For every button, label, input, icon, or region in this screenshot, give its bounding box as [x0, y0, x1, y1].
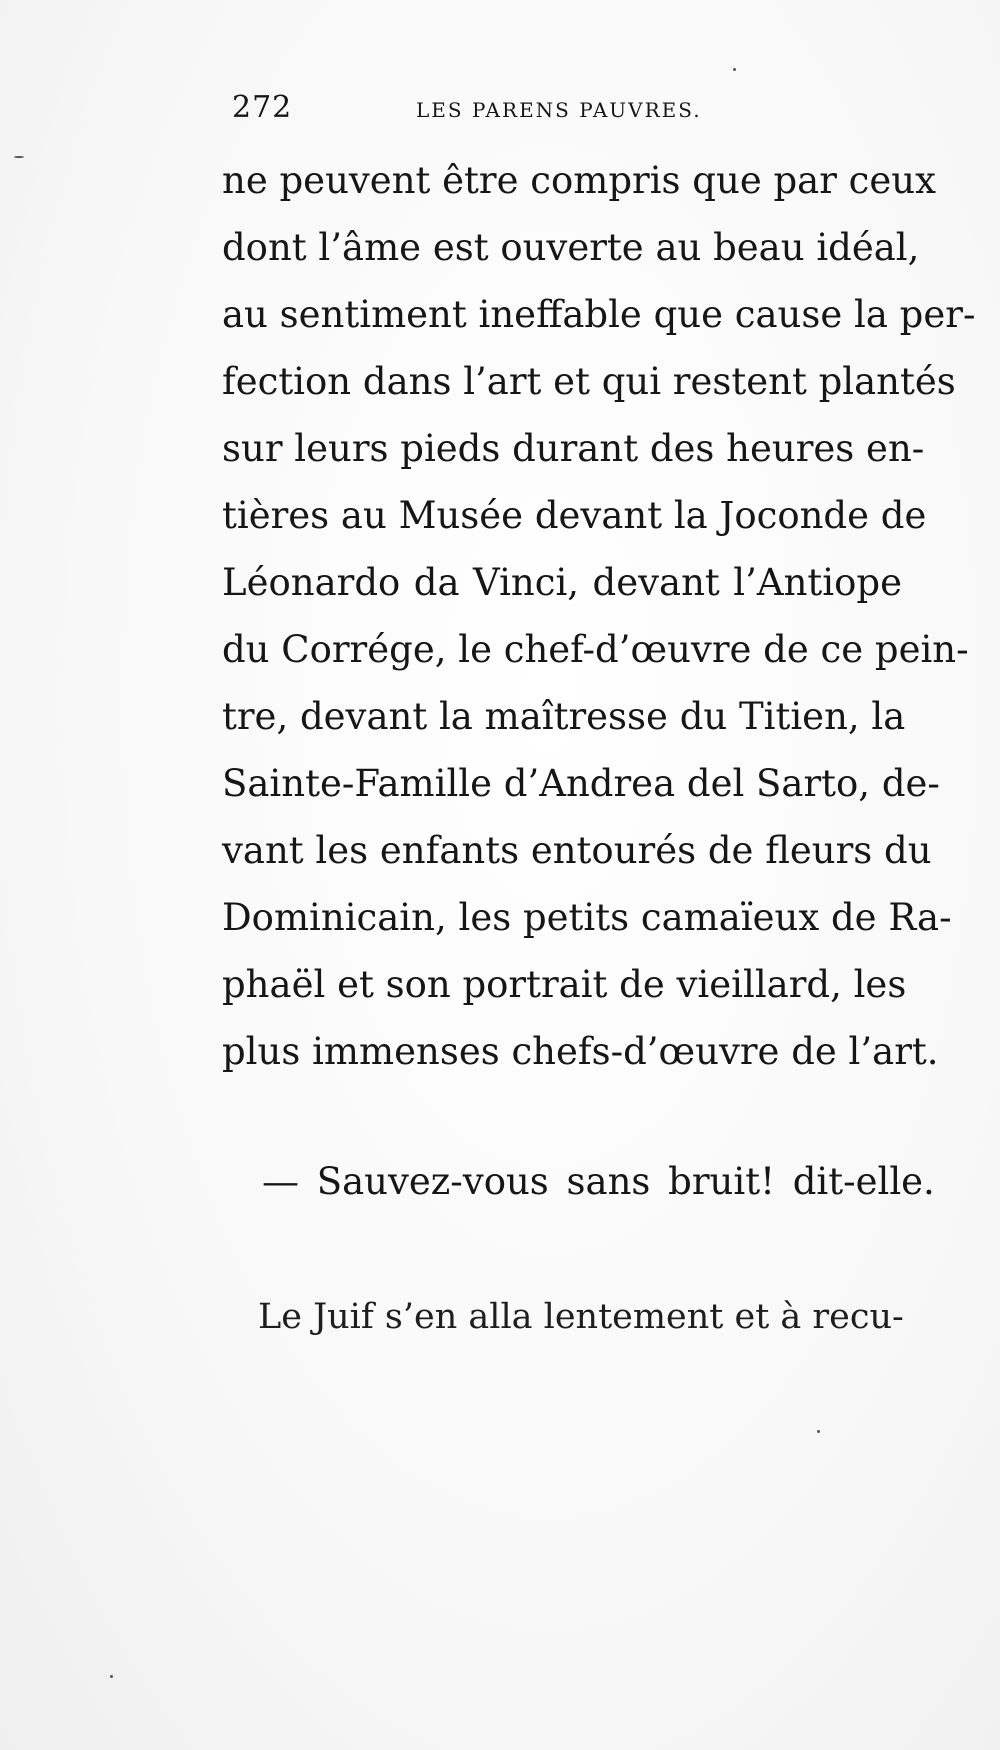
text-line: ne peuvent être compris que par ceux — [222, 159, 936, 202]
text-line: du Corrége, le chef-d’œuvre de ce pein- — [222, 628, 969, 671]
running-title: LES PARENS PAUVRES. — [416, 98, 702, 122]
text-line: phaël et son portrait de vieillard, les — [222, 963, 907, 1006]
text-line: tières au Musée devant la Joconde de — [222, 494, 927, 537]
paper-speck — [14, 156, 24, 158]
text-line: Le Juif s’en alla lentement et à recu- — [258, 1297, 904, 1337]
text-line: dont l’âme est ouverte au beau idéal, — [222, 226, 920, 269]
dialogue-line: — Sauvez-vous sans bruit! dit-elle. — [262, 1160, 935, 1203]
paper-speck — [817, 1430, 820, 1433]
page-header — [232, 88, 752, 128]
paper-speck — [110, 1675, 113, 1678]
text-line: au sentiment ineffable que cause la per- — [222, 293, 976, 336]
text-line: tre, devant la maîtresse du Titien, la — [222, 695, 906, 738]
paper-speck — [733, 68, 736, 71]
page-number: 272 — [232, 90, 293, 125]
text-line: plus immenses chefs-d’œuvre de l’art. — [222, 1030, 939, 1073]
text-line: Léonardo da Vinci, devant l’Antiope — [222, 561, 902, 604]
text-line: vant les enfants entourés de fleurs du — [222, 829, 932, 872]
text-line: fection dans l’art et qui restent plantés — [222, 360, 956, 403]
text-line: Sainte-Famille d’Andrea del Sarto, de- — [222, 762, 940, 805]
text-line: Dominicain, les petits camaïeux de Ra- — [222, 896, 952, 939]
text-line: sur leurs pieds durant des heures en- — [222, 427, 925, 470]
